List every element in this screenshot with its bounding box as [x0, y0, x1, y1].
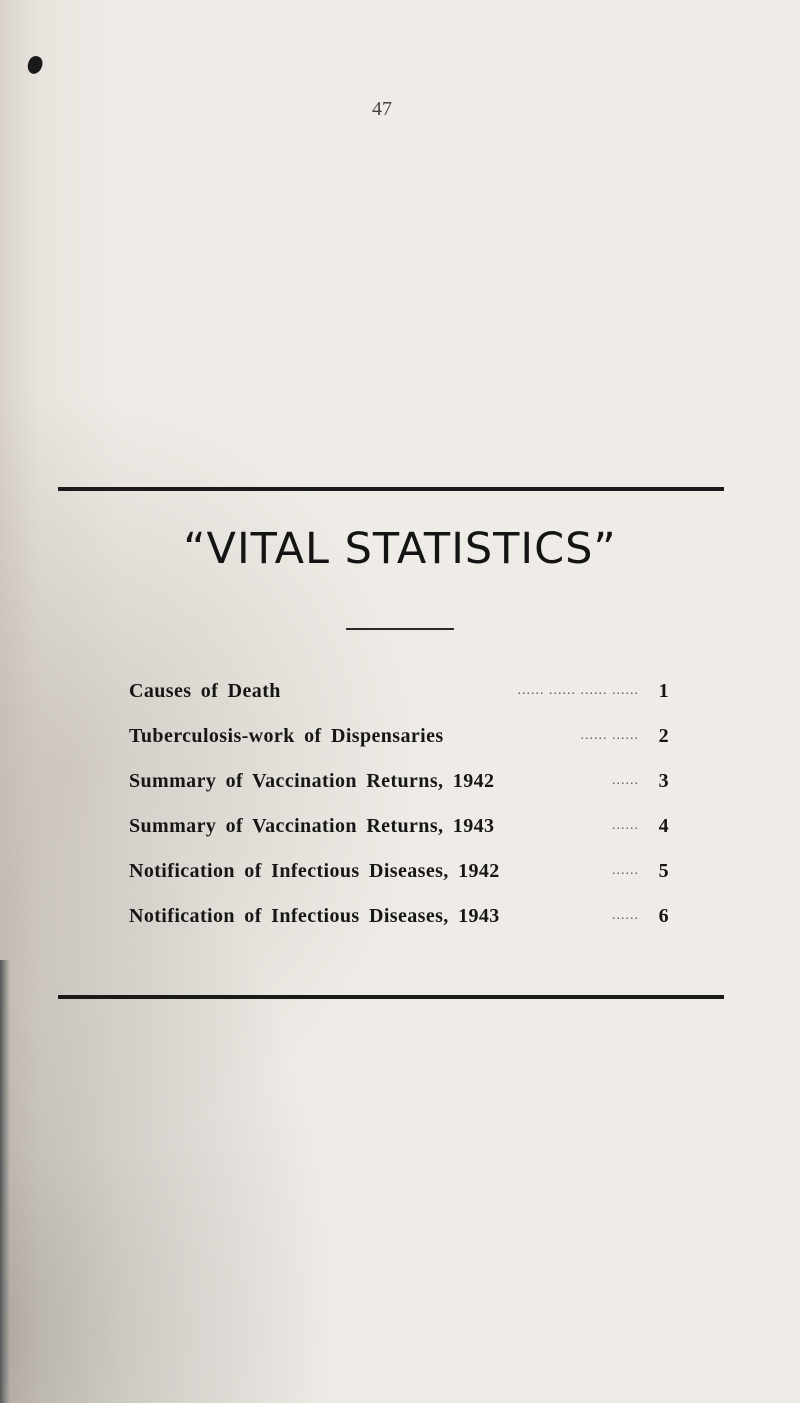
entry-page-number: 3 — [658, 770, 669, 792]
contents-entry — [129, 676, 669, 721]
dot-leader: ...... — [612, 863, 639, 878]
page-title: “VITAL STATISTICS” — [183, 524, 617, 574]
entry-label: Tuberculosis-work of Dispensaries — [129, 725, 444, 747]
page-number: 47 — [372, 98, 392, 120]
dot-leader: ...... ...... — [580, 728, 639, 743]
contents-entry — [129, 721, 669, 766]
entry-label: Summary of Vaccination Returns, 1943 — [129, 815, 495, 837]
title-underline — [346, 628, 454, 630]
entry-page-number: 6 — [658, 905, 669, 927]
contents-entry — [129, 901, 669, 946]
contents-entry — [129, 811, 669, 856]
dot-leader: ...... ...... ...... ...... — [517, 683, 639, 698]
contents-entry — [129, 766, 669, 811]
entry-label: Notification of Infectious Diseases, 1942 — [129, 860, 500, 882]
ink-blot-mark — [25, 54, 44, 76]
entry-page-number: 1 — [658, 680, 669, 702]
contents-entry — [129, 856, 669, 901]
entry-page-number: 5 — [658, 860, 669, 882]
entry-label: Causes of Death — [129, 680, 281, 702]
contents-list — [129, 676, 669, 946]
entry-page-number: 2 — [658, 725, 669, 747]
bottom-rule — [58, 995, 724, 999]
entry-page-number: 4 — [658, 815, 669, 837]
binding-edge — [0, 960, 10, 1403]
dot-leader: ...... — [612, 908, 639, 923]
top-rule — [58, 487, 724, 491]
dot-leader: ...... — [612, 773, 639, 788]
entry-label: Notification of Infectious Diseases, 1943 — [129, 905, 500, 927]
dot-leader: ...... — [612, 818, 639, 833]
entry-label: Summary of Vaccination Returns, 1942 — [129, 770, 495, 792]
